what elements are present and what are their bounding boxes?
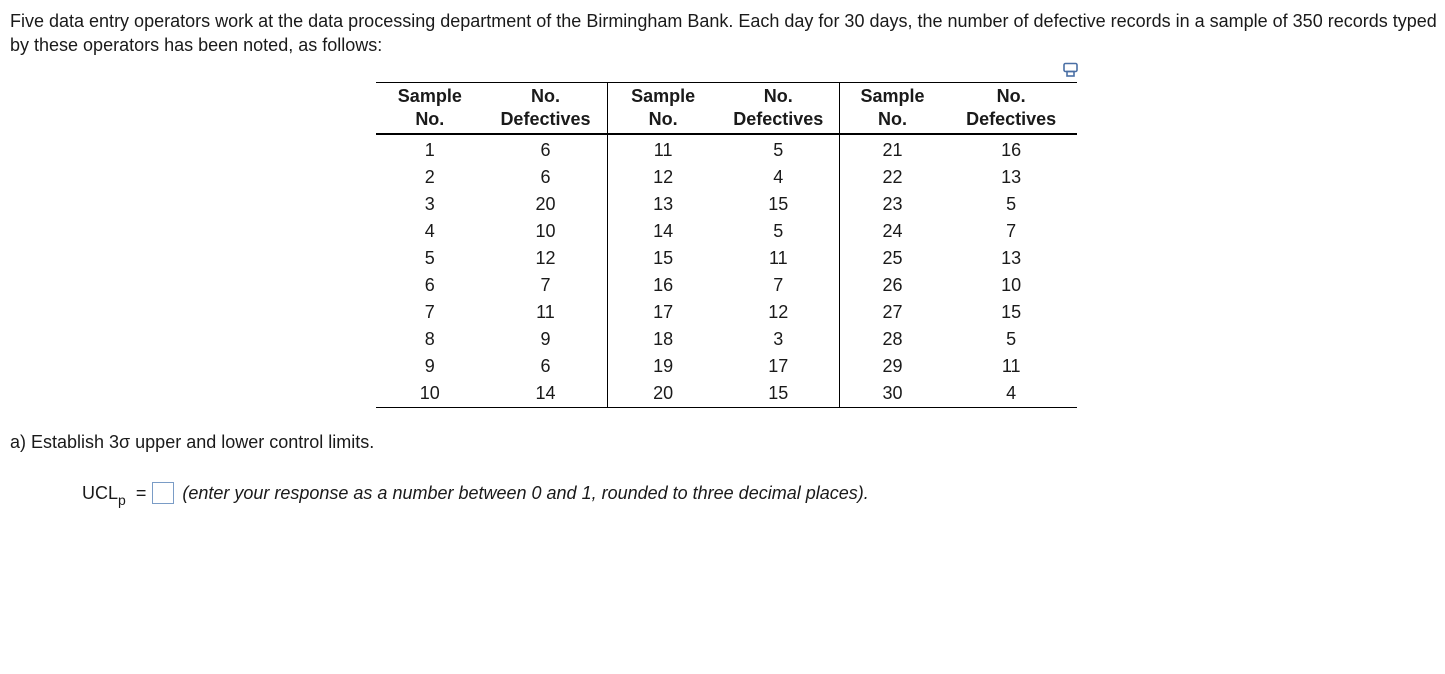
table-row	[376, 380, 1077, 408]
header-defectives-1: No. Defectives	[484, 83, 608, 135]
table-cell: 7	[424, 302, 435, 322]
table-cell: 11	[1001, 356, 1021, 376]
table-cell: 8	[424, 329, 435, 349]
table-row	[376, 245, 1077, 272]
table-cell: 5	[1006, 194, 1017, 214]
table-cell: 11	[608, 134, 718, 164]
table-cell: 12	[535, 248, 556, 268]
table-cell: 10	[1001, 275, 1022, 295]
table-cell: 3	[773, 329, 784, 349]
table-cell: 16	[608, 272, 718, 299]
table-cell: 4	[773, 167, 784, 187]
table-cell: 6	[540, 140, 551, 160]
table-cell: 1	[424, 140, 435, 160]
table-cell: 17	[608, 299, 718, 326]
table-cell: 6	[540, 356, 551, 376]
table-cell: 15	[1001, 302, 1022, 322]
header-defectives-3: No. Defectives	[945, 83, 1077, 135]
table-cell: 21	[839, 134, 945, 164]
table-row	[376, 191, 1077, 218]
answer-hint: (enter your response as a number between 0 and 1, rounded to three decimal places).	[182, 482, 869, 503]
table-cell: 20	[535, 194, 556, 214]
table-row	[376, 299, 1077, 326]
table-cell: 14	[484, 380, 608, 408]
table-cell: 27	[839, 299, 945, 326]
table-cell: 11	[768, 248, 788, 268]
problem-statement: Five data entry operators work at the data processing department of the Birmingham Bank. Each day for 30 days, the number of defective records in a sample of 350 records typed by these operators has been noted, as follows:	[10, 11, 1437, 55]
table-cell: 26	[839, 272, 945, 299]
equals-sign: =	[135, 482, 147, 503]
table-cell: 13	[608, 191, 718, 218]
table-row	[376, 326, 1077, 353]
table-cell: 25	[839, 245, 945, 272]
table-cell: 28	[839, 326, 945, 353]
table-cell: 10	[376, 380, 484, 408]
table-cell: 23	[839, 191, 945, 218]
table-cell: 9	[424, 356, 435, 376]
table-cell: 9	[540, 329, 551, 349]
ucl-answer-row	[82, 478, 869, 508]
table-cell: 6	[540, 167, 551, 187]
table-cell: 5	[773, 221, 784, 241]
table-cell: 30	[839, 380, 945, 408]
header-defectives-2: No. Defectives	[718, 83, 839, 135]
question-part-a: a) Establish 3σ upper and lower control limits.	[10, 432, 375, 452]
table-cell: 17	[768, 356, 789, 376]
table-cell: 2	[424, 167, 435, 187]
table-cell: 4	[945, 380, 1077, 408]
table-cell: 18	[608, 326, 718, 353]
table-cell: 7	[540, 275, 551, 295]
ucl-subscript: p	[118, 491, 126, 508]
table-cell: 15	[608, 245, 718, 272]
table-cell: 24	[839, 218, 945, 245]
defectives-data-table	[376, 82, 1077, 408]
header-sample-no-3: Sample No.	[839, 83, 945, 135]
table-cell: 19	[608, 353, 718, 380]
table-cell: 16	[1001, 140, 1022, 160]
table-row	[376, 218, 1077, 245]
table-cell: 5	[424, 248, 435, 268]
table-cell: 29	[839, 353, 945, 380]
header-sample-no-2: Sample No.	[608, 83, 718, 135]
table-cell: 6	[424, 275, 435, 295]
table-cell: 5	[773, 140, 784, 160]
table-row	[376, 164, 1077, 191]
copy-table-icon[interactable]	[1062, 62, 1080, 78]
table-cell: 20	[608, 380, 718, 408]
table-cell: 15	[718, 380, 839, 408]
table-cell: 5	[1006, 329, 1017, 349]
table-cell: 13	[1001, 167, 1022, 187]
table-cell: 3	[424, 194, 435, 214]
table-header-row	[376, 83, 1077, 135]
table-row	[376, 272, 1077, 299]
table-cell: 12	[608, 164, 718, 191]
table-cell: 15	[768, 194, 789, 214]
table-cell: 22	[839, 164, 945, 191]
table-cell: 10	[535, 221, 556, 241]
table-cell: 4	[424, 221, 435, 241]
table-cell: 11	[536, 302, 555, 322]
table-cell: 7	[1006, 221, 1017, 241]
header-sample-no-1: Sample No.	[376, 83, 484, 135]
table-row	[376, 134, 1077, 164]
table-row	[376, 353, 1077, 380]
table-cell: 13	[1001, 248, 1022, 268]
table-cell: 14	[608, 218, 718, 245]
table-cell: 7	[773, 275, 784, 295]
table-cell: 12	[768, 302, 789, 322]
ucl-label: $UCL_p$	[82, 482, 126, 508]
ucl-answer-input[interactable]	[152, 482, 174, 504]
